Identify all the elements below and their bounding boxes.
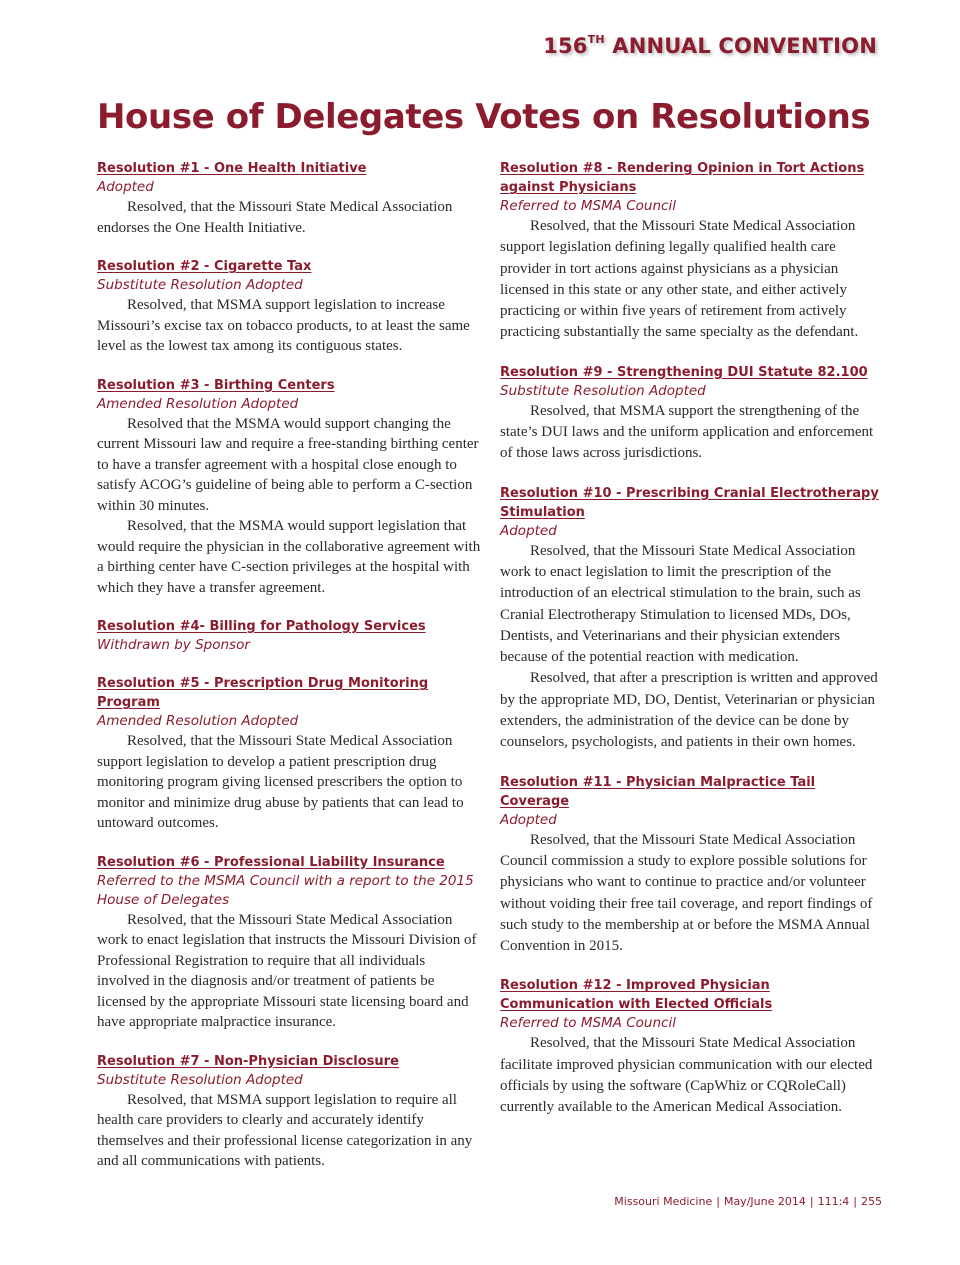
resolution-title-link[interactable]: Resolution #6 - Professional Liability Insurance (97, 854, 445, 870)
resolution-block (97, 376, 481, 599)
resolution-title-link[interactable]: Resolution #1 - One Health Initiative (97, 161, 367, 176)
resolution-title-link[interactable]: Resolution #11 - Physician Malpractice Tail Coverage (500, 774, 816, 809)
resolution-title-link[interactable]: Resolution #2 - Cigarette Tax (97, 259, 312, 274)
resolution-status: Referred to the MSMA Council with a report to the 2015 House of Delegates (97, 872, 474, 908)
resolution-block (97, 159, 481, 238)
resolution-title-link[interactable]: Resolution #10 - Prescribing Cranial Electrotherapy Stimulation (500, 485, 879, 520)
resolution-status: Referred to MSMA Council (500, 1015, 676, 1032)
resolution-title-link[interactable]: Resolution #5 - Prescription Drug Monitoring Program (97, 676, 429, 710)
footer-separator: | (809, 1195, 814, 1208)
resolution-title-link[interactable]: Resolution #8 - Rendering Opinion in Tort Actions against Physicians (500, 161, 865, 195)
resolution-title-link[interactable]: Resolution #4- Billing for Pathology Services (97, 619, 426, 634)
resolution-text: Resolved, that the Missouri State Medical Association work to enact legislation that instructs the Missouri Division of Professional Registration to require that all individuals involved in the diagnosis and/or treatment of patients be licensed by the appropriate Missouri state licensing board and have appropriate malpractice insurance. (97, 911, 477, 1030)
resolution-block (500, 363, 884, 465)
resolution-status: Adopted (500, 811, 557, 828)
page-footer (614, 1195, 882, 1208)
resolution-text: Resolved, that MSMA support legislation to require all health care providers to clearly and accurately identify themselves and their professional license categorization in any and all communications with patients. (97, 1091, 473, 1169)
resolution-title-link[interactable]: Resolution #12 - Improved Physician Communication with Elected Officials (500, 978, 773, 1013)
footer-separator: | (853, 1195, 857, 1208)
resolution-status: Substitute Resolution Adopted (500, 382, 706, 399)
resolution-title-link[interactable]: Resolution #3 - Birthing Centers (97, 377, 335, 393)
footer-volume: 111:4 (817, 1195, 850, 1208)
left-column (97, 159, 481, 1191)
resolution-status: Adopted (500, 522, 557, 539)
resolution-text: Resolved, that the Missouri State Medical Association Council commission a study to explore possible solutions for physicians who want to continue to practice and/or volunteer without voiding their free tail coverage, and report findings of such study to the membership at or before the MSMA Annual Convention in 2015. (500, 831, 873, 955)
footer-page-number: 255 (861, 1195, 882, 1208)
resolution-block (500, 484, 884, 754)
resolution-status: Substitute Resolution Adopted (97, 277, 303, 293)
footer-issue: May/June 2014 (723, 1195, 806, 1208)
resolution-status: Referred to MSMA Council (500, 198, 676, 214)
resolution-text: Resolved, that MSMA support the strengthening of the state’s DUI laws and the uniform application and enforcement of those laws across jurisdictions. (500, 402, 874, 462)
resolution-block (97, 1052, 481, 1172)
resolution-text: Resolved, that the Missouri State Medical Association support legislation defining legally qualified health care provider in tort actions against physicians as a physician licensed in this state or any other state, and either actively practicing or within five years of retirement from actively practicing substantially the same specialty as the defendant. (500, 218, 859, 341)
footer-journal: Missouri Medicine (614, 1195, 713, 1208)
convention-header (543, 34, 877, 58)
convention-text: ANNUAL CONVENTION (612, 34, 877, 58)
resolution-text: Resolved that the MSMA would support changing the current Missouri law and require a free-standing birthing center to have a transfer agreement with a hospital close enough to satisfy ACOG’s guideline of being able to perform a C-section within 30 minutes. (97, 415, 479, 514)
resolution-text: Resolved, that the Missouri State Medical Association facilitate improved physician communication with our elected officials by using the software (CapWhiz or CQRoleCall) currently available to the American Medical Association. (500, 1035, 873, 1116)
resolution-block (97, 257, 481, 357)
resolution-text: Resolved, that MSMA support legislation to increase Missouri’s excise tax on tobacco products, to at least the same level as the lowest tax among its contiguous states. (97, 297, 470, 354)
footer-separator: | (716, 1195, 720, 1208)
resolution-title-link[interactable]: Resolution #9 - Strengthening DUI Statute 82.100 (500, 364, 868, 380)
right-column (500, 159, 884, 1138)
resolution-block (97, 617, 481, 655)
convention-number: 156 (543, 34, 588, 58)
resolution-status: Amended Resolution Adopted (97, 395, 299, 412)
resolution-title-link[interactable]: Resolution #7 - Non-Physician Disclosure (97, 1053, 399, 1069)
resolution-status: Adopted (97, 179, 154, 195)
resolution-status: Amended Resolution Adopted (97, 713, 299, 729)
resolution-text: Resolved, that the Missouri State Medical Association work to enact legislation to limit the prescription of the introduction of an electrical stimulation to the brain, such as Cranial Electrotherapy Stimulation to licensed MDs, DOs, Dentists, and Veterinarians and their physician extenders because of the potential reaction with medication. (500, 542, 861, 666)
resolution-text: Resolved, that the Missouri State Medical Association endorses the One Health Initiative. (97, 199, 453, 236)
resolution-block (500, 976, 884, 1118)
resolution-text: Resolved, that after a prescription is written and approved by the appropriate MD, DO, Dentist, Veterinarian or physician extenders, the administration of the device can be done by counselors, psychologists, and patients in their own homes. (500, 670, 878, 751)
resolution-block (97, 853, 481, 1033)
resolution-text: Resolved, that the Missouri State Medical Association support legislation to develop a patient prescription drug monitoring program giving licensed prescribers the option to monitor and minimize drug abuse by patients that can lead to untoward outcomes. (97, 733, 464, 831)
resolution-block (500, 773, 884, 958)
page-title: House of Delegates Votes on Resolutions (97, 97, 871, 137)
resolution-status: Withdrawn by Sponsor (97, 637, 250, 653)
resolution-status: Substitute Resolution Adopted (97, 1071, 303, 1088)
convention-ordinal: TH (587, 33, 605, 46)
resolution-block (500, 159, 884, 344)
resolution-text: Resolved, that the MSMA would support legislation that would require the physician in the collaborative agreement with a birthing center have C-section privileges at the hospital with which they have a transfer agreement. (97, 518, 481, 596)
resolution-block (97, 674, 481, 834)
